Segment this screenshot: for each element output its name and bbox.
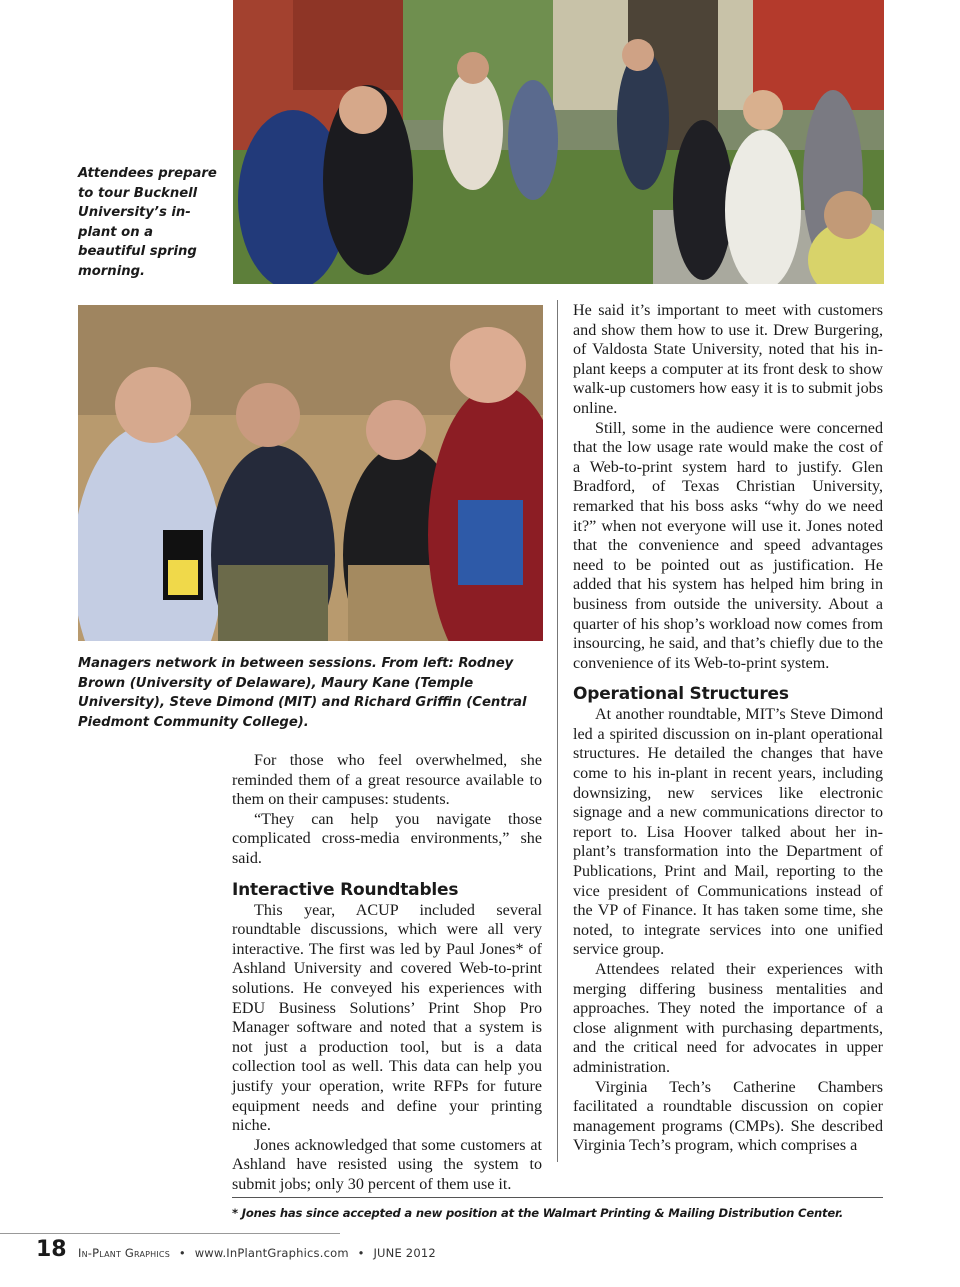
paragraph: Jones acknowledged that some customers at Ashland have resisted using the system to submit jobs; only 30 percent of them use it. <box>232 1136 542 1193</box>
website-link[interactable]: www.InPlantGraphics.com <box>194 1246 349 1260</box>
photo-attendees-outdoors <box>233 0 884 284</box>
footer-bullet: • <box>357 1246 365 1260</box>
paragraph: Still, some in the audience were concerned that the low usage rate would make the cost of a Web-to-print system hard to justify. Glen Bradford, of Texas Christian University, remarked that his boss asks “why do we need it?” when not everyone will use it. Jones noted that the convenience and speed advantages need to be pointed out as justification. He added that his system has helped him bring in business from outside the university. About a quarter of his shop’s workload now comes from insourcing, he said, and that’s chiefly due to the convenience of its Web-to-print system. <box>573 419 883 672</box>
paragraph: This year, ACUP included several roundtable discussions, which were all very interactive. The first was led by Paul Jones* of Ashland University and covered Web-to-print solutions. He conveyed his experiences with EDU Business Solutions’ Print Shop Pro Manager software and noted that a system is not just a production tool, but is a data collection tool as well. This data can help you justify your operation, write RFPs for future equipment needs and define your printing niche. <box>232 901 542 1135</box>
photo-attendees-outdoors-image <box>233 0 884 284</box>
photo-managers-network <box>78 305 543 641</box>
section-heading-interactive-roundtables: Interactive Roundtables <box>232 879 459 900</box>
paragraph: At another roundtable, MIT’s Steve Dimond led a spirited discussion on in-plant operational structures. He detailed the changes that have come to his in-plant in recent years, including downsizing, new services like electronic signage and a new communications director to report to. Lisa Hoover talked about her in-plant’s transformation into the Department of Publications, Print and Mail, reporting to the vice president of Communications instead of the VP of Finance. It has taken some time, she noted, to integrate services into one unified service group. <box>573 706 883 959</box>
caption-middle-photo: Managers network in between sessions. From left: Rodney Brown (University of Delaware), Maury Kane (Temple University), Steve Dimond (MIT) and Richard Griffin (Central Piedmont Community College). <box>78 656 527 730</box>
column-right <box>573 301 883 1156</box>
section-heading-operational-structures: Operational Structures <box>573 684 789 705</box>
footer-line <box>78 1246 436 1260</box>
footnote: * Jones has since accepted a new position at the Walmart Printing & Mailing Distribution Center. <box>232 1206 844 1220</box>
issue-date: JUNE 2012 <box>373 1246 436 1260</box>
paragraph: Virginia Tech’s Catherine Chambers facilitated a roundtable discussion on copier management programs (CMPs). She described Virginia Tech’s program, which comprises a <box>573 1078 883 1155</box>
page-number: 18 <box>36 1237 67 1262</box>
column-divider <box>557 300 558 1162</box>
photo-managers-network-image <box>78 305 543 641</box>
column-left <box>232 751 542 1194</box>
footnote-rule <box>232 1197 883 1198</box>
paragraph: “They can help you navigate those complicated cross-media environments,” she said. <box>232 810 542 867</box>
paragraph: He said it’s important to meet with customers and show them how to use it. Drew Burgering, of Valdosta State University, noted that his in-plant keeps a computer at its front desk to show walk-up customers how easy it is to submit jobs online. <box>573 302 883 417</box>
paragraph: Attendees related their experiences with merging differing business mentalities and approaches. They noted the importance of a close alignment with purchasing departments, and the critical need for advocates in upper administration. <box>573 961 883 1076</box>
footer-bullet: • <box>178 1246 186 1260</box>
paragraph: For those who feel overwhelmed, she reminded them of a great resource available to them on their campuses: students. <box>232 752 542 809</box>
caption-top-photo: Attendees prepare to tour Bucknell University’s in-plant on a beautiful spring morning. <box>78 166 217 279</box>
publication-name: In-Plant Graphics <box>78 1246 170 1260</box>
footer-rule <box>0 1233 340 1234</box>
